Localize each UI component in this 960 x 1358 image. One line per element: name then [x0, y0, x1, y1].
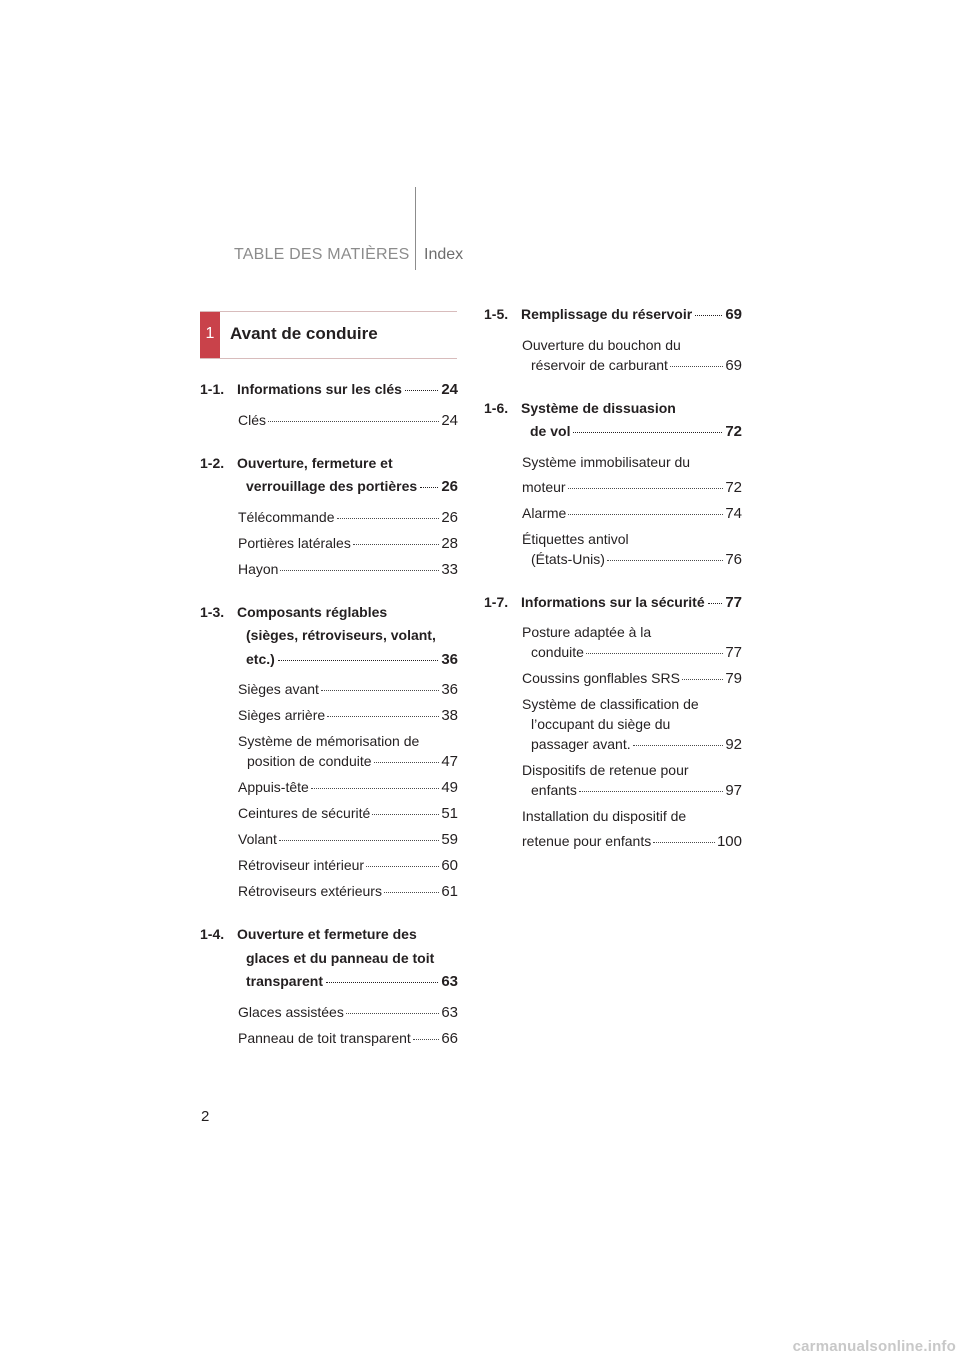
entry-page: 69 — [725, 306, 742, 323]
page-number: 2 — [201, 1108, 210, 1125]
section-title: Avant de conduire — [230, 324, 378, 343]
subentry-list — [200, 679, 458, 902]
toc-subentry[interactable]: Système immobilisateur du moteur 72 — [522, 453, 742, 496]
subentry-list — [200, 410, 458, 431]
toc-subentry[interactable]: Dispositifs de retenue pour enfants 97 — [522, 762, 742, 799]
subentry-list — [200, 507, 458, 580]
watermark: carmanualsonline.info — [792, 1338, 956, 1355]
entry-number: 1-1. — [200, 381, 225, 397]
section-number-badge: 1 — [200, 312, 220, 358]
toc-subentry[interactable]: Portières latérales 28 — [238, 534, 458, 552]
toc-entry-1-7[interactable] — [484, 591, 742, 615]
toc-subentry[interactable]: Système de mémorisation de position de conduite 47 — [238, 733, 458, 770]
entry-title-line: de vol — [530, 423, 571, 439]
entry-title-line: Système de dissuasion — [521, 399, 676, 416]
toc-subentry[interactable]: Sièges avant 36 — [238, 681, 458, 698]
toc-subentry[interactable]: Volant 59 — [238, 831, 458, 848]
entry-title-line: glaces et du panneau de toit — [246, 949, 435, 966]
entry-number: 1-2. — [200, 454, 225, 471]
toc-subentry[interactable]: Sièges arrière 38 — [238, 707, 458, 724]
toc-entry-1-2[interactable] — [200, 452, 458, 499]
toc-subentry[interactable]: Coussins gonflables SRS 79 — [522, 670, 742, 687]
entry-title-line: Composants réglables — [237, 603, 388, 620]
toc-column-right — [484, 303, 742, 857]
entry-number: 1-6. — [484, 399, 509, 416]
entry-title-line: etc.) — [246, 650, 275, 667]
toc-subentry[interactable]: Étiquettes antivol (États-Unis) 76 — [522, 530, 742, 568]
section-header — [200, 311, 457, 359]
entry-number: 1-5. — [484, 306, 509, 322]
entry-page: 63 — [441, 973, 458, 990]
toc-entry-1-6[interactable] — [484, 397, 742, 444]
entry-title-line: verrouillage des portières — [246, 478, 418, 494]
toc-subentry[interactable]: Installation du dispositif de retenue pour enfants 100 — [522, 808, 742, 850]
toc-link[interactable]: TABLE DES MATIÈRES — [234, 246, 410, 263]
toc-subentry[interactable]: Rétroviseurs extérieurs 61 — [238, 883, 458, 900]
entry-page: 77 — [725, 593, 742, 611]
entry-page: 24 — [441, 381, 458, 398]
entry-number: 1-4. — [200, 926, 225, 942]
toc-entry-1-1[interactable] — [200, 378, 458, 402]
entry-page: 36 — [441, 650, 458, 668]
toc-entry-1-4[interactable] — [200, 923, 458, 994]
subentry-list — [484, 452, 742, 570]
toc-subentry[interactable]: Système de classification de l’occupant du siège du passager avant. 92 — [522, 696, 742, 753]
subentry-list — [484, 622, 742, 852]
entry-title-line: Ouverture, fermeture et — [237, 454, 393, 471]
subentry-list — [200, 1002, 458, 1049]
toc-subentry[interactable]: Glaces assistées 63 — [238, 1003, 458, 1021]
toc-subentry[interactable]: Appuis-tête 49 — [238, 779, 458, 796]
toc-subentry[interactable]: Alarme 74 — [522, 504, 742, 522]
entry-title: Informations sur la sécurité — [521, 593, 705, 610]
entry-title-line: transparent — [246, 973, 324, 989]
entry-title-line: (sièges, rétroviseurs, volant, — [246, 627, 436, 643]
entry-title: Remplissage du réservoir — [521, 306, 693, 322]
entry-number: 1-3. — [200, 603, 225, 620]
entry-title-line: Ouverture et fermeture des — [237, 926, 417, 942]
toc-subentry[interactable]: Posture adaptée à la conduite 77 — [522, 624, 742, 661]
nav-divider — [415, 187, 416, 270]
entry-title: Informations sur les clés — [237, 381, 402, 397]
entry-page: 26 — [441, 478, 458, 495]
toc-entry-1-3[interactable] — [200, 601, 458, 672]
toc-subentry[interactable]: Rétroviseur intérieur 60 — [238, 857, 458, 874]
toc-subentry[interactable]: Clés 24 — [238, 411, 458, 429]
entry-page: 72 — [725, 423, 742, 440]
toc-subentry[interactable]: Ouverture du bouchon du réservoir de carburant 69 — [522, 336, 742, 374]
toc-subentry[interactable]: Hayon 33 — [238, 560, 458, 578]
toc-subentry[interactable]: Télécommande 26 — [238, 508, 458, 526]
toc-column-left — [200, 378, 458, 1054]
top-navigation — [0, 0, 960, 275]
toc-subentry[interactable]: Ceintures de sécurité 51 — [238, 805, 458, 822]
entry-number: 1-7. — [484, 593, 509, 610]
index-link[interactable]: Index — [424, 246, 464, 263]
toc-subentry[interactable]: Panneau de toit transparent 66 — [238, 1029, 458, 1047]
toc-entry-1-5[interactable] — [484, 303, 742, 327]
subentry-list — [484, 335, 742, 376]
